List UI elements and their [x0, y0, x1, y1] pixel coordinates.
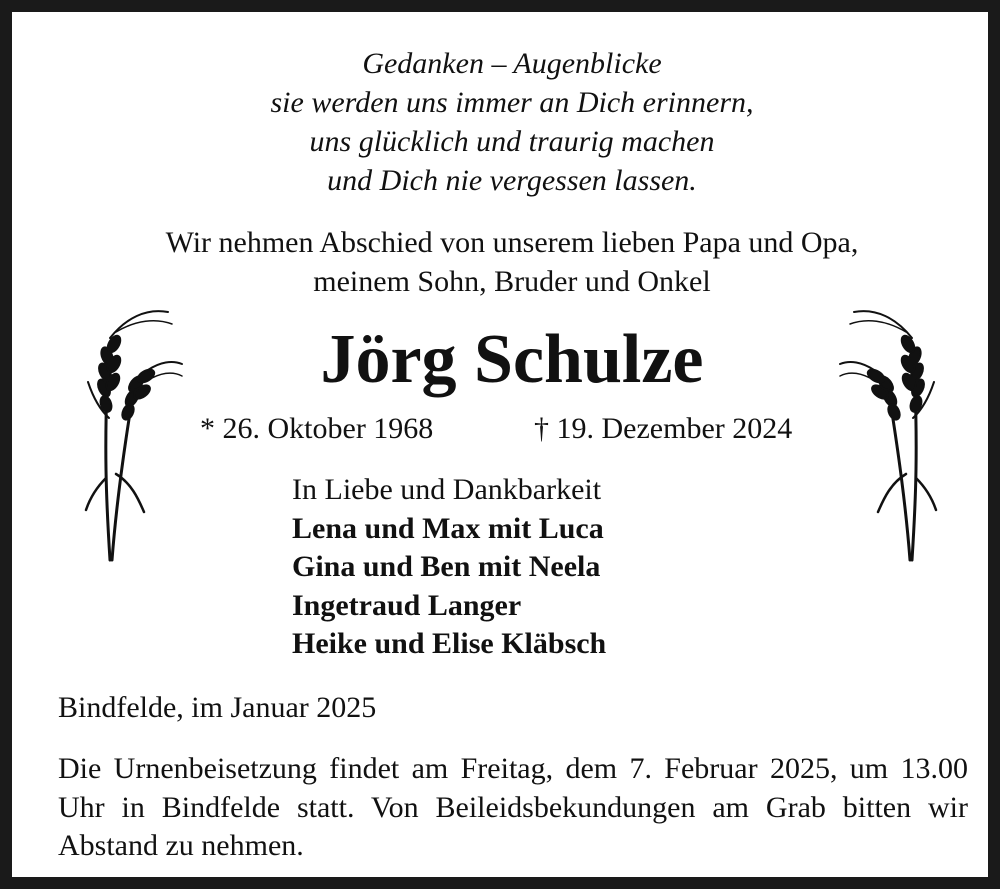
poem-line: uns glücklich und traurig machen [309, 125, 715, 158]
death-date: † 19. Dezember 2024 [534, 412, 793, 445]
intro-line: meinem Sohn, Bruder und Onkel [313, 265, 711, 298]
poem-line: und Dich nie vergessen lassen. [327, 164, 697, 197]
intro-line: Wir nehmen Abschied von unserem lieben Papa und Opa, [165, 226, 859, 259]
poem [12, 44, 1000, 200]
birth-date: * 26. Oktober 1968 [200, 412, 434, 445]
farewell-intro [12, 223, 1000, 301]
deceased-name: Jörg Schulze [320, 321, 704, 398]
mourner-name: Gina und Ben mit Neela [292, 550, 601, 583]
mourners-heading: In Liebe und Dankbarkeit [292, 473, 602, 506]
poem-line: Gedanken – Augenblicke [362, 47, 662, 80]
place-and-date: Bindfelde, im Januar 2025 [58, 691, 377, 724]
mourner-name: Lena und Max mit Luca [292, 511, 604, 545]
mourner-name: Ingetraud Langer [292, 588, 522, 622]
mourners-block [292, 471, 606, 664]
burial-notice: Die Urnenbeisetzung findet am Freitag, dem 7. Februar 2025, um 13.00 Uhr in Bindfelde statt. Von Beileidsbekundungen am Grab bitten wir Abstand zu nehmen. [58, 752, 968, 862]
poem-line: sie werden uns immer an Dich erinnern, [270, 86, 754, 119]
mourner-name: Heike und Elise Kläbsch [292, 627, 607, 660]
